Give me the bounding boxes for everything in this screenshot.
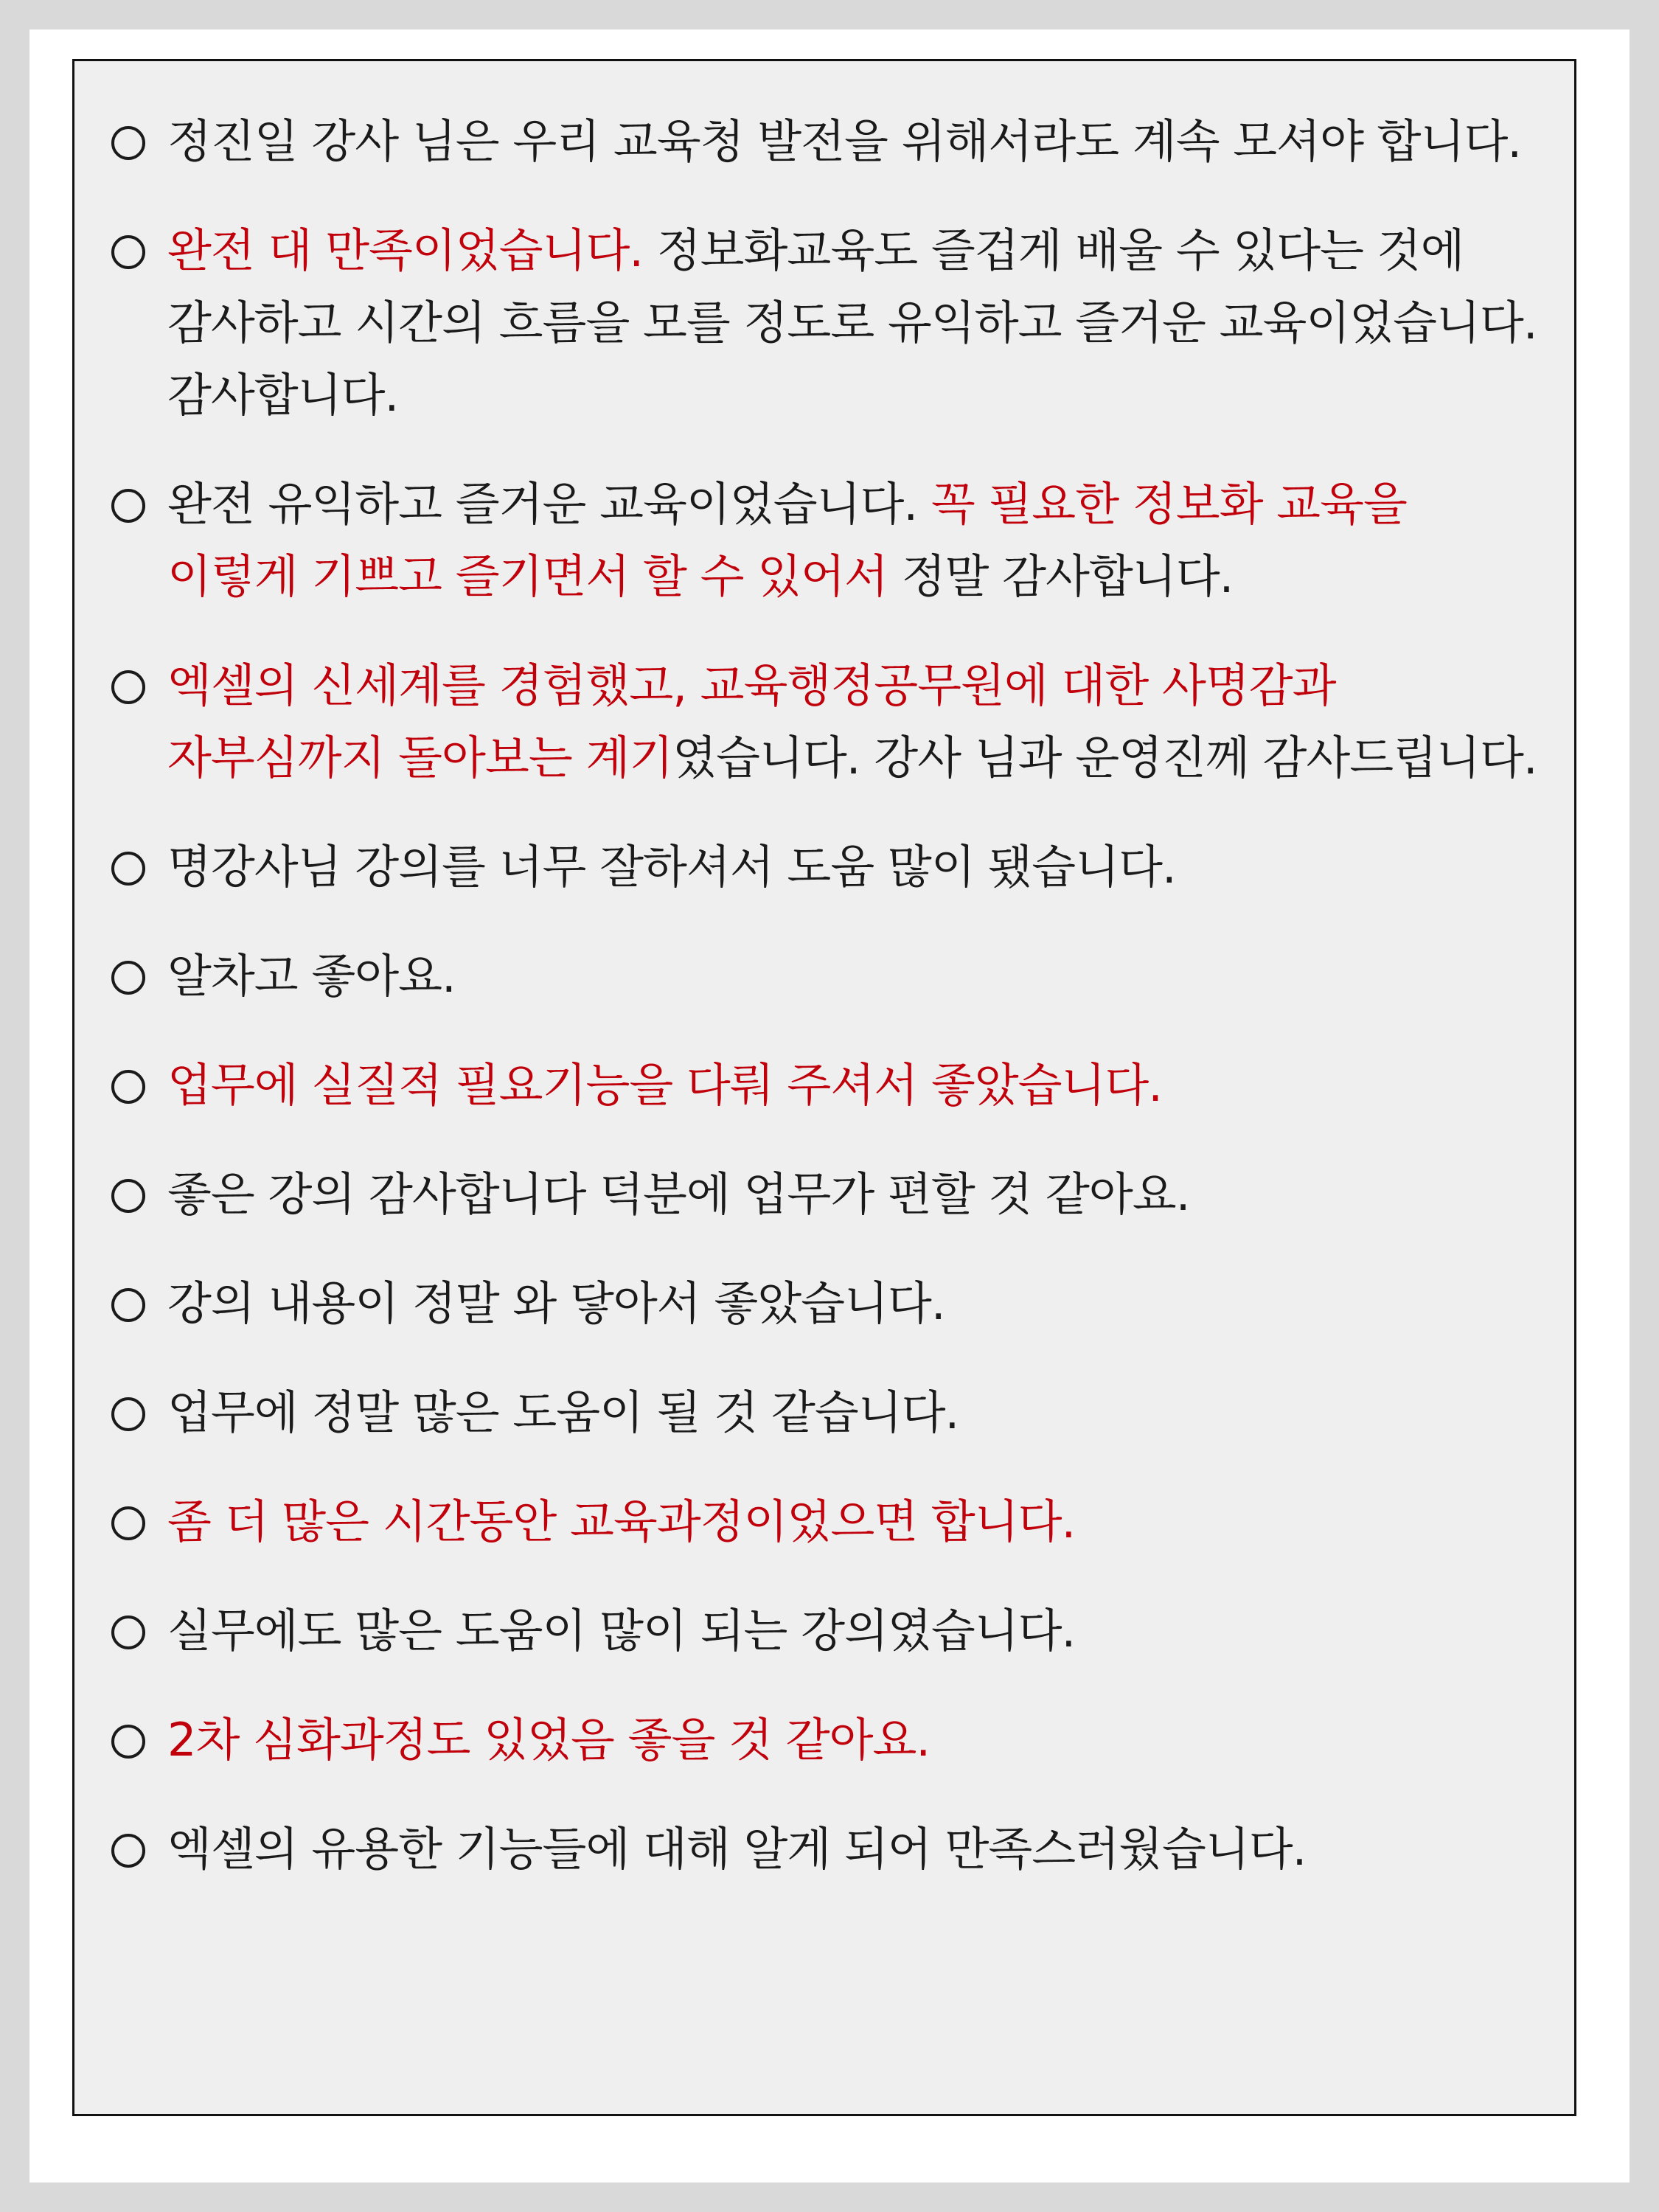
feedback-item [111, 940, 1542, 1012]
feedback-item [111, 831, 1542, 903]
highlighted-text: 좀 더 많은 시간동안 교육과정이었으면 합니다. [167, 1495, 1076, 1548]
circle-outline-icon [111, 235, 145, 269]
feedback-text [167, 1267, 1542, 1340]
feedback-text [167, 1158, 1542, 1231]
feedback-text [167, 1486, 1542, 1558]
circle-outline-icon [111, 126, 145, 160]
feedback-item [111, 105, 1542, 178]
circle-outline-icon [111, 489, 145, 523]
feedback-item [111, 1486, 1542, 1558]
circle-outline-icon [111, 1070, 145, 1104]
highlighted-text: 엑셀의 신세계를 경험했고, 교육행정공무원에 대한 사명감과 자부심까지 돌아보는 계기 [167, 658, 1336, 785]
feedback-item [111, 1267, 1542, 1340]
plain-text: 정진일 강사 님은 우리 교육청 발전을 위해서라도 계속 모셔야 합니다. [167, 114, 1522, 168]
plain-text: 업무에 정말 많은 도움이 될 것 같습니다. [167, 1385, 959, 1439]
feedback-text [167, 215, 1542, 431]
feedback-item [111, 468, 1542, 613]
circle-outline-icon [111, 961, 145, 995]
plain-text: 실무에도 많은 도움이 많이 되는 강의였습니다. [167, 1604, 1076, 1658]
circle-outline-icon [111, 1397, 145, 1431]
circle-outline-icon [111, 1506, 145, 1540]
feedback-text [167, 940, 1542, 1012]
circle-outline-icon [111, 670, 145, 704]
feedback-text [167, 831, 1542, 903]
circle-outline-icon [111, 1179, 145, 1213]
feedback-text [167, 1049, 1542, 1121]
plain-text: 정보화교육도 즐겁게 배울 수 있다는 것에 감사하고 시간의 흐름을 모를 정도로 유익하고 즐거운 교육이었습니다. 감사합니다. [167, 223, 1537, 422]
circle-outline-icon [111, 1615, 145, 1649]
plain-text: 정말 감사합니다. [887, 549, 1234, 603]
feedback-item [111, 1158, 1542, 1231]
feedback-text [167, 1704, 1542, 1776]
feedback-item [111, 1813, 1542, 1885]
feedback-text [167, 1595, 1542, 1667]
feedback-item [111, 215, 1542, 431]
page [29, 29, 1630, 2183]
feedback-list [111, 105, 1542, 1922]
highlighted-text: 2차 심화과정도 있었음 좋을 것 같아요. [167, 1713, 931, 1767]
feedback-text [167, 468, 1542, 613]
feedback-text [167, 650, 1542, 794]
circle-outline-icon [111, 1834, 145, 1868]
plain-text: 완전 유익하고 즐거운 교육이었습니다. [167, 477, 931, 531]
feedback-item [111, 1377, 1542, 1449]
plain-text: 강의 내용이 정말 와 닿아서 좋았습니다. [167, 1276, 945, 1330]
highlighted-text: 업무에 실질적 필요기능을 다뤄 주셔서 좋았습니다. [167, 1058, 1162, 1112]
feedback-item [111, 1595, 1542, 1667]
plain-text: 좋은 강의 감사합니다 덕분에 업무가 편할 것 같아요. [167, 1167, 1190, 1221]
feedback-item [111, 1704, 1542, 1776]
plain-text: 엑셀의 유용한 기능들에 대해 알게 되어 만족스러웠습니다. [167, 1822, 1307, 1876]
highlighted-text: 완전 대 만족이었습니다. [167, 223, 644, 277]
feedback-item [111, 1049, 1542, 1121]
feedback-item [111, 650, 1542, 794]
plain-text: 명강사님 강의를 너무 잘하셔서 도움 많이 됐습니다. [167, 840, 1176, 894]
feedback-text [167, 105, 1542, 178]
plain-text: 알차고 좋아요. [167, 949, 456, 1003]
feedback-box [72, 59, 1576, 2116]
circle-outline-icon [111, 1288, 145, 1322]
circle-outline-icon [111, 852, 145, 886]
highlighted-text: 꼭 필요한 정보화 교육을 이렇게 기쁘고 즐기면서 할 수 있어서 [167, 477, 1407, 603]
feedback-text [167, 1377, 1542, 1449]
circle-outline-icon [111, 1725, 145, 1759]
feedback-text [167, 1813, 1542, 1885]
plain-text: 였습니다. 강사 님과 운영진께 감사드립니다. [672, 731, 1537, 785]
